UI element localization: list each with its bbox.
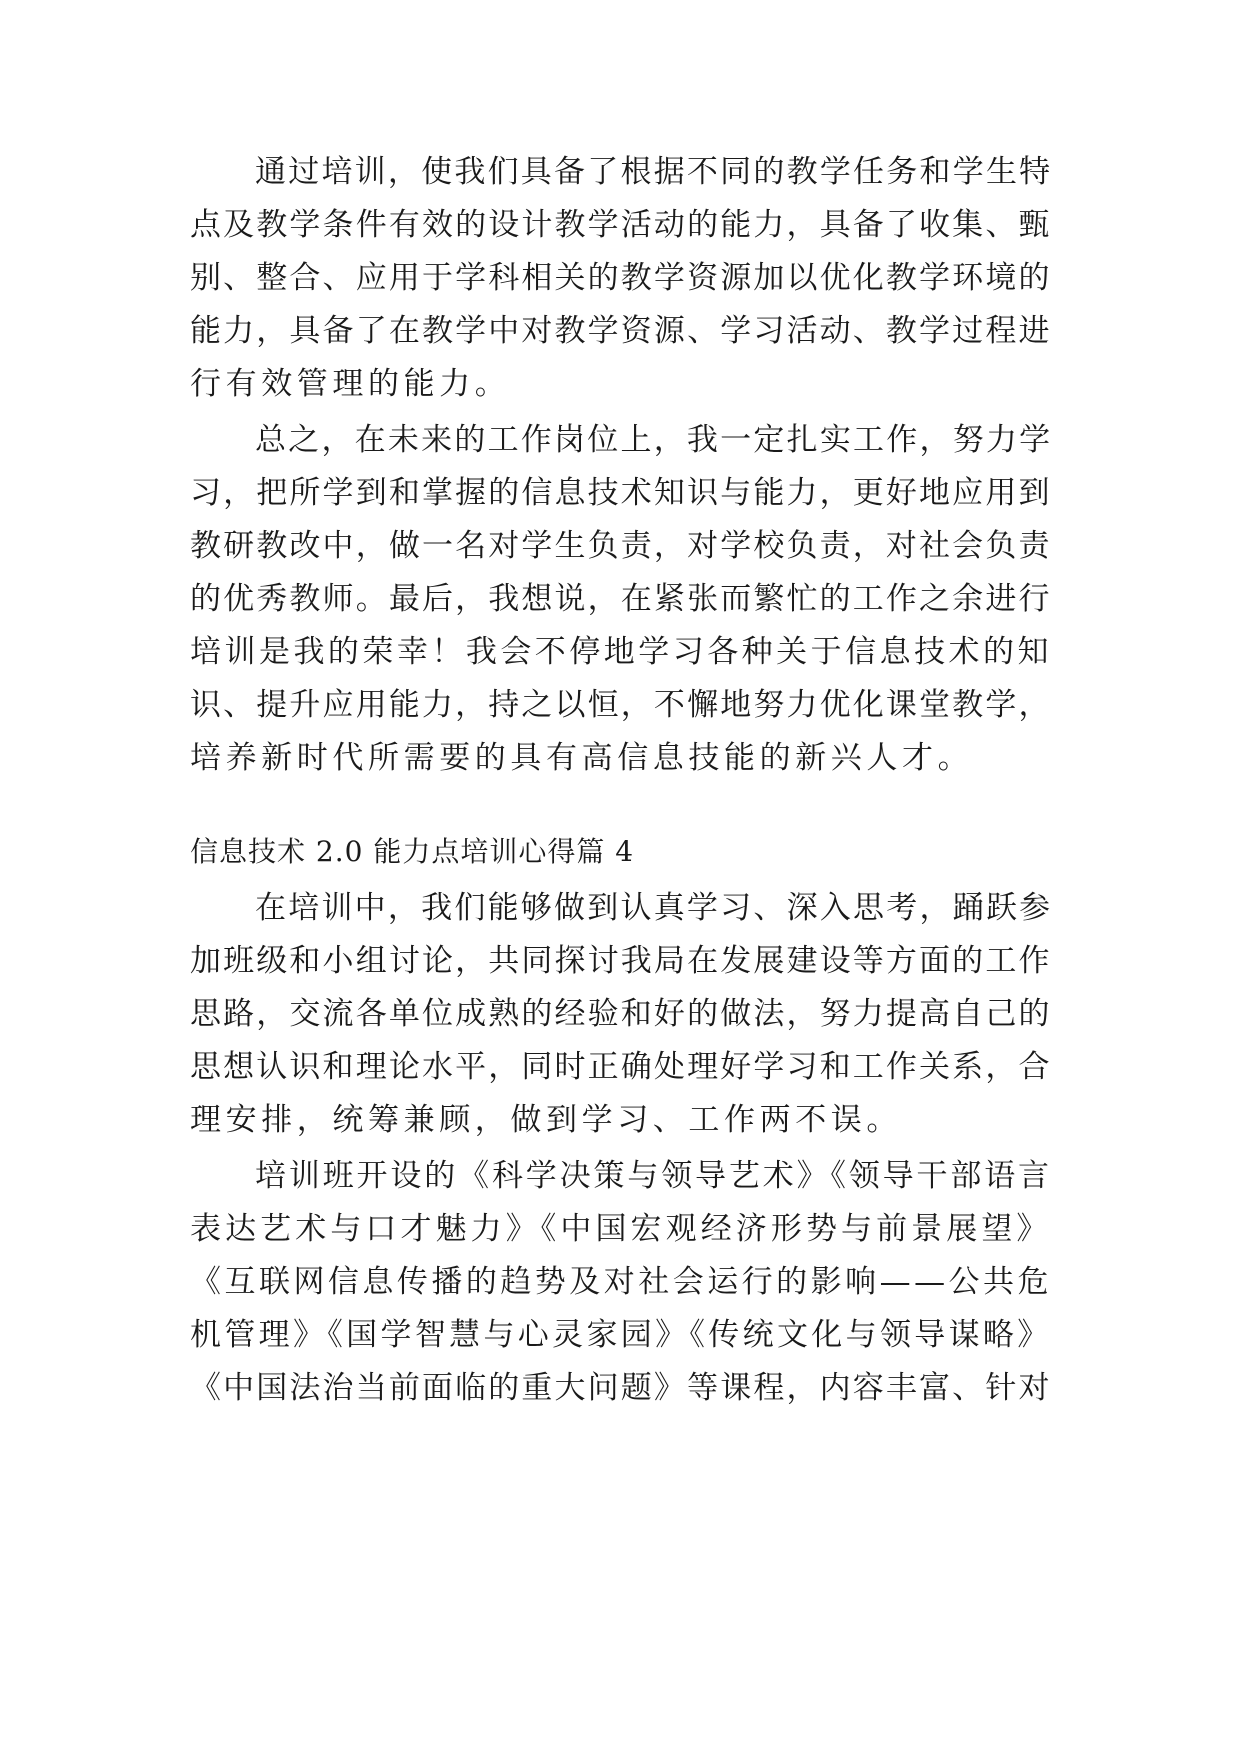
paragraph-4-line-2: 表达艺术与口才魅力》《中国宏观经济形势与前景展望》 — [190, 1211, 1052, 1247]
paragraph-1-line-5: 行有效管理的能力。 — [190, 366, 511, 402]
paragraph-4-line-1: 培训班开设的《科学决策与领导艺术》《领导干部语言 — [255, 1158, 1052, 1194]
paragraph-2-line-7: 培养新时代所需要的具有高信息技能的新兴人才。 — [190, 740, 974, 776]
paragraph-1-line-4: 能力，具备了在教学中对教学资源、学习活动、教学过程进 — [190, 313, 1052, 349]
paragraph-1-line-2: 点及教学条件有效的设计教学活动的能力，具备了收集、甄 — [190, 207, 1052, 243]
paragraph-2-line-4: 的优秀教师。最后，我想说，在紧张而繁忙的工作之余进行 — [190, 581, 1052, 617]
paragraph-4-line-5: 《中国法治当前面临的重大问题》等课程，内容丰富、针对 — [190, 1370, 1052, 1406]
paragraph-3-line-2: 加班级和小组讨论，共同探讨我局在发展建设等方面的工作 — [190, 943, 1052, 979]
paragraph-1-line-3: 别、整合、应用于学科相关的教学资源加以优化教学环境的 — [190, 260, 1052, 296]
paragraph-3-line-3: 思路，交流各单位成熟的经验和好的做法，努力提高自己的 — [190, 996, 1052, 1032]
paragraph-2-line-1: 总之，在未来的工作岗位上，我一定扎实工作，努力学 — [255, 422, 1053, 458]
paragraph-2-line-6: 识、提升应用能力，持之以恒，不懈地努力优化课堂教学， — [190, 687, 1052, 723]
section-title: 信息技术 2.0 能力点培训心得篇 4 — [190, 835, 635, 868]
paragraph-4-line-4: 机管理》《国学智慧与心灵家园》《传统文化与领导谋略》 — [190, 1317, 1052, 1353]
paragraph-3-line-5: 理安排，统筹兼顾，做到学习、工作两不误。 — [190, 1102, 902, 1138]
paragraph-2-line-5: 培训是我的荣幸！我会不停地学习各种关于信息技术的知 — [190, 634, 1052, 670]
paragraph-2-line-3: 教研教改中，做一名对学生负责，对学校负责，对社会负责 — [190, 528, 1052, 564]
paragraph-2-line-2: 习，把所学到和掌握的信息技术知识与能力，更好地应用到 — [190, 475, 1052, 511]
paragraph-3-line-4: 思想认识和理论水平，同时正确处理好学习和工作关系，合 — [190, 1049, 1052, 1085]
paragraph-3-line-1: 在培训中，我们能够做到认真学习、深入思考，踊跃参 — [255, 890, 1053, 926]
paragraph-4-line-3: 《互联网信息传播的趋势及对社会运行的影响——公共危 — [190, 1264, 1052, 1300]
paragraph-1-line-1: 通过培训，使我们具备了根据不同的教学任务和学生特 — [255, 154, 1053, 190]
